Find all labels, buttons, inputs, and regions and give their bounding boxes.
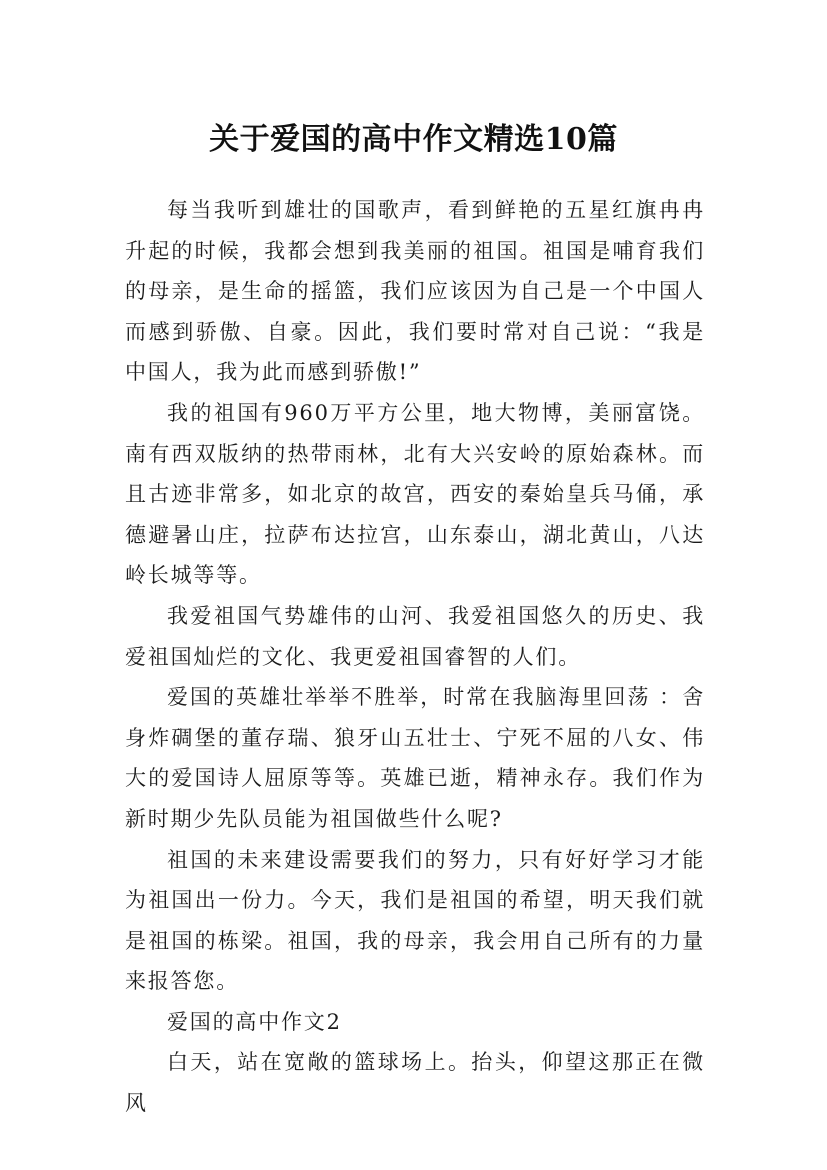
paragraph: 白天，站在宽敞的篮球场上。抬头，仰望这那正在微风	[125, 1050, 705, 1116]
paragraph: 每当我听到雄壮的国歌声，看到鲜艳的五星红旗冉冉升起的时候，我都会想到我美丽的祖国。祖国是哺育我们的母亲，是生命的摇篮，我们应该因为自己是一个中国人而感到骄傲、自豪。因此，我们要时常对自己说：“我是中国人，我为此而感到骄傲!”	[125, 198, 705, 385]
document-body	[125, 190, 705, 1124]
paragraph: 爱国的英雄壮举举不胜举，时常在我脑海里回荡 ：舍身炸碉堡的董存瑞、狼牙山五壮士、宁死不屈的八女、伟大的爱国诗人屈原等等。英雄已逝，精神永存。我们作为新时期少先队员能为祖国做些什么呢?	[125, 685, 705, 831]
document-title: 关于爱国的高中作文精选10篇	[209, 122, 618, 158]
section-heading: 爱国的高中作文2	[167, 1009, 342, 1034]
paragraph: 祖国的未来建设需要我们的努力，只有好好学习才能为祖国出一份力。今天，我们是祖国的希望，明天我们就是祖国的栋梁。祖国，我的母亲，我会用自己所有的力量来报答您。	[125, 847, 705, 994]
paragraph: 我爱祖国气势雄伟的山河、我爱祖国悠久的历史、我爱祖国灿烂的文化、我更爱祖国睿智的人们。	[125, 603, 705, 669]
paragraph: 我的祖国有960万平方公里，地大物博，美丽富饶。南有西双版纳的热带雨林，北有大兴安岭的原始森林。而且古迹非常多，如北京的故宫，西安的秦始皇兵马俑，承德避暑山庄，拉萨布达拉宫，山东泰山，湖北黄山，八达岭长城等等。	[125, 400, 705, 588]
